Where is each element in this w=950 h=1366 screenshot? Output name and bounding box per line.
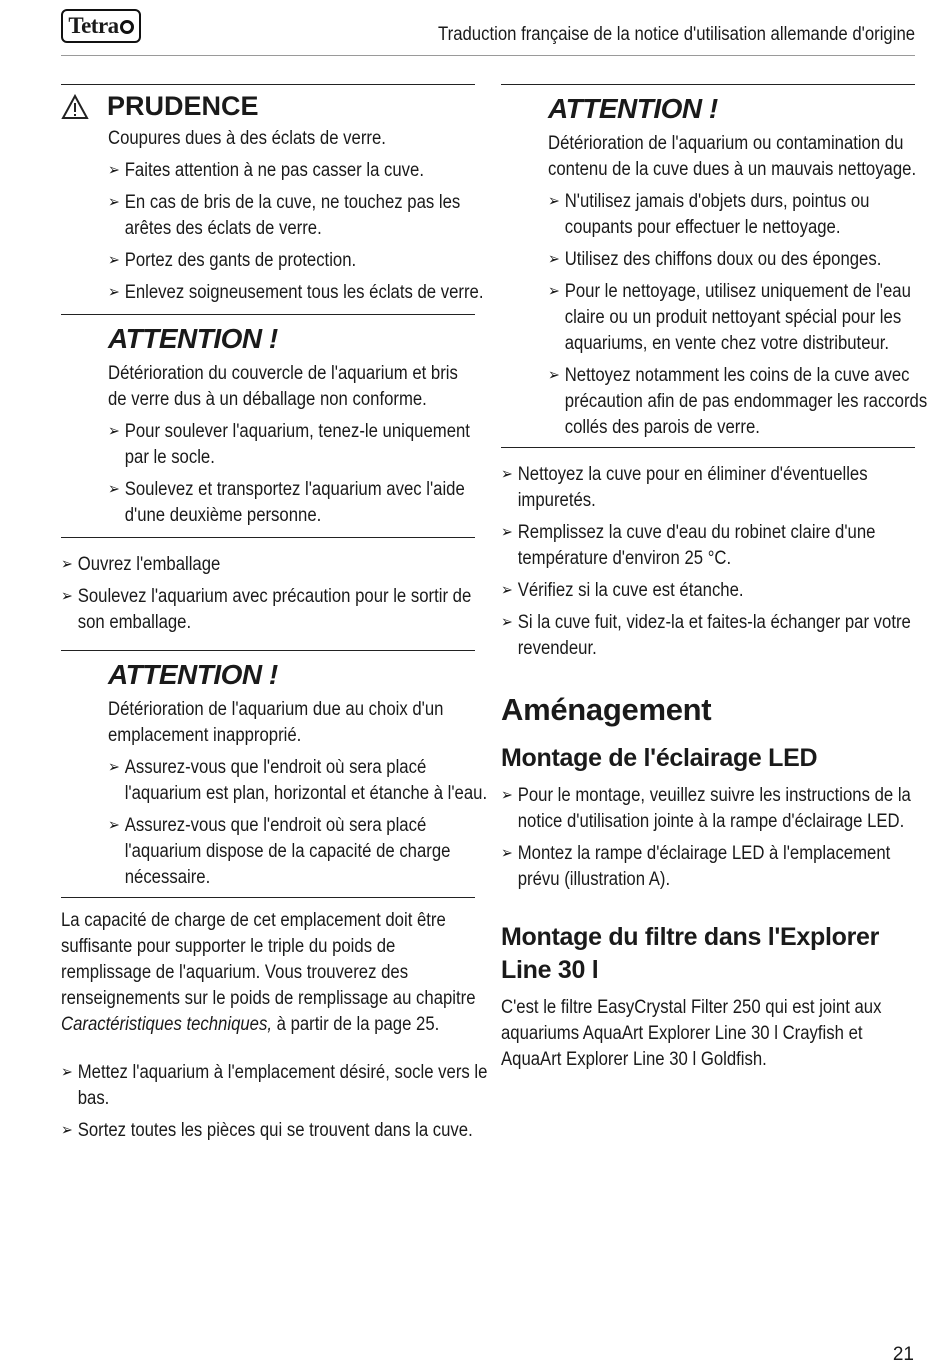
attention-heading: ATTENTION ! bbox=[548, 93, 718, 124]
list-item: ➢ Pour le nettoyage, utilisez uniquement de l'eau claire ou un produit nettoyant spécial pour les aquariums, en vente chez votre distributeur. bbox=[548, 281, 911, 354]
list-item: ➢ Nettoyez notamment les coins de la cuve avec précaution afin de pas endommager les raccords collés des parois de verre. bbox=[548, 365, 928, 438]
page-number: 21 bbox=[892, 1344, 914, 1365]
attention-intro: Détérioration du couvercle de l'aquarium et bris de verre dus à un déballage non conforme. bbox=[108, 363, 458, 410]
arrow-bullet-icon: ➢ bbox=[108, 252, 120, 269]
arrow-bullet-icon: ➢ bbox=[108, 194, 120, 211]
list-item: ➢ Enlevez soigneusement tous les éclats de verre. bbox=[108, 280, 493, 306]
filter-paragraph: C'est le filtre EasyCrystal Filter 250 qui est joint aux aquariums AquaArt Explorer Line 30 l Crayfish et AquaArt Explorer Line 30 l Goldfish. bbox=[501, 997, 882, 1070]
arrow-bullet-icon: ➢ bbox=[501, 582, 513, 599]
subsection-title: Montage du filtre dans l'Explorer Line 30 l bbox=[501, 923, 880, 984]
step-item: ➢ Si la cuve fuit, videz-la et faites-la échanger par votre revendeur. bbox=[501, 612, 911, 659]
list-item: ➢ Faites attention à ne pas casser la cuve. bbox=[108, 158, 493, 184]
caution-intro: Coupures dues à des éclats de verre. bbox=[108, 128, 386, 149]
divider bbox=[501, 84, 915, 85]
warning-triangle-icon bbox=[61, 94, 89, 120]
right-column bbox=[501, 84, 928, 1073]
attention-heading: ATTENTION ! bbox=[108, 323, 278, 354]
arrow-bullet-icon: ➢ bbox=[548, 283, 560, 300]
list-item: ➢ Assurez-vous que l'endroit où sera placé l'aquarium est plan, horizontal et étanche à l'eau. bbox=[108, 757, 488, 804]
arrow-bullet-icon: ➢ bbox=[108, 759, 120, 776]
arrow-bullet-icon: ➢ bbox=[108, 284, 120, 301]
arrow-bullet-icon: ➢ bbox=[108, 423, 120, 440]
page-header bbox=[0, 0, 950, 60]
arrow-bullet-icon: ➢ bbox=[501, 845, 513, 862]
list-item: ➢ Soulevez et transportez l'aquarium avec l'aide d'une deuxième personne. bbox=[108, 479, 465, 526]
list-item: ➢ Portez des gants de protection. bbox=[108, 248, 493, 274]
list-item: ➢ Pour soulever l'aquarium, tenez-le uniquement par le socle. bbox=[108, 421, 470, 468]
chapter-reference: Caractéristiques techniques, bbox=[61, 1014, 272, 1035]
subsection-title: Montage de l'éclairage LED bbox=[501, 744, 818, 772]
arrow-bullet-icon: ➢ bbox=[108, 481, 120, 498]
list-item: ➢ Pour le montage, veuillez suivre les instructions de la notice d'utilisation jointe à la rampe d'éclairage LED. bbox=[501, 785, 911, 832]
divider bbox=[61, 650, 475, 651]
step-item: ➢ Nettoyez la cuve pour en éliminer d'éventuelles impuretés. bbox=[501, 464, 868, 511]
arrow-bullet-icon: ➢ bbox=[548, 367, 560, 384]
step-item: ➢ Ouvrez l'emballage bbox=[61, 552, 493, 578]
arrow-bullet-icon: ➢ bbox=[501, 466, 513, 483]
tetra-logo: Tetra bbox=[61, 9, 141, 43]
step-item: ➢ Vérifiez si la cuve est étanche. bbox=[501, 578, 933, 604]
arrow-bullet-icon: ➢ bbox=[61, 1064, 73, 1081]
divider bbox=[61, 84, 475, 85]
step-item: ➢ Mettez l'aquarium à l'emplacement désiré, socle vers le bas. bbox=[61, 1062, 488, 1109]
arrow-bullet-icon: ➢ bbox=[501, 787, 513, 804]
arrow-bullet-icon: ➢ bbox=[108, 817, 120, 834]
step-item: ➢ Soulevez l'aquarium avec précaution pour le sortir de son emballage. bbox=[61, 586, 472, 633]
list-item: ➢ Utilisez des chiffons doux ou des éponges. bbox=[548, 247, 933, 273]
list-item: ➢ Montez la rampe d'éclairage LED à l'emplacement prévu (illustration A). bbox=[501, 843, 891, 890]
arrow-bullet-icon: ➢ bbox=[548, 251, 560, 268]
caution-heading: PRUDENCE bbox=[61, 91, 475, 122]
load-capacity-paragraph: La capacité de charge de cet emplacement doit être suffisante pour supporter le triple du poids de remplissage de l'aquarium. Vous trouverez des renseignements sur le poids de remplissage au chapitre Caractéristiques techniques, à partir de la page 25. bbox=[61, 910, 476, 1035]
attention-intro: Détérioration de l'aquarium ou contamination du contenu de la cuve dues à un mauvais nettoyage. bbox=[548, 133, 917, 180]
section-title: Aménagement bbox=[501, 692, 712, 727]
arrow-bullet-icon: ➢ bbox=[61, 1122, 73, 1139]
step-item: ➢ Remplissez la cuve d'eau du robinet claire d'une température d'environ 25 °C. bbox=[501, 522, 876, 569]
attention-intro: Détérioration de l'aquarium due au choix d'un emplacement inapproprié. bbox=[108, 699, 444, 746]
list-item: ➢ En cas de bris de la cuve, ne touchez pas les arêtes des éclats de verre. bbox=[108, 192, 461, 239]
arrow-bullet-icon: ➢ bbox=[61, 556, 73, 573]
arrow-bullet-icon: ➢ bbox=[501, 614, 513, 631]
header-divider bbox=[61, 55, 915, 56]
attention-heading: ATTENTION ! bbox=[108, 659, 278, 690]
list-item: ➢ N'utilisez jamais d'objets durs, pointus ou coupants pour effectuer le nettoyage. bbox=[548, 191, 870, 238]
arrow-bullet-icon: ➢ bbox=[61, 588, 73, 605]
arrow-bullet-icon: ➢ bbox=[108, 162, 120, 179]
divider bbox=[61, 314, 475, 315]
arrow-bullet-icon: ➢ bbox=[548, 193, 560, 210]
header-title: Traduction française de la notice d'utilisation allemande d'origine bbox=[437, 24, 915, 45]
arrow-bullet-icon: ➢ bbox=[501, 524, 513, 541]
step-item: ➢ Sortez toutes les pièces qui se trouvent dans la cuve. bbox=[61, 1118, 493, 1144]
left-column bbox=[61, 84, 488, 1144]
list-item: ➢ Assurez-vous que l'endroit où sera placé l'aquarium dispose de la capacité de charge nécessaire. bbox=[108, 815, 451, 888]
